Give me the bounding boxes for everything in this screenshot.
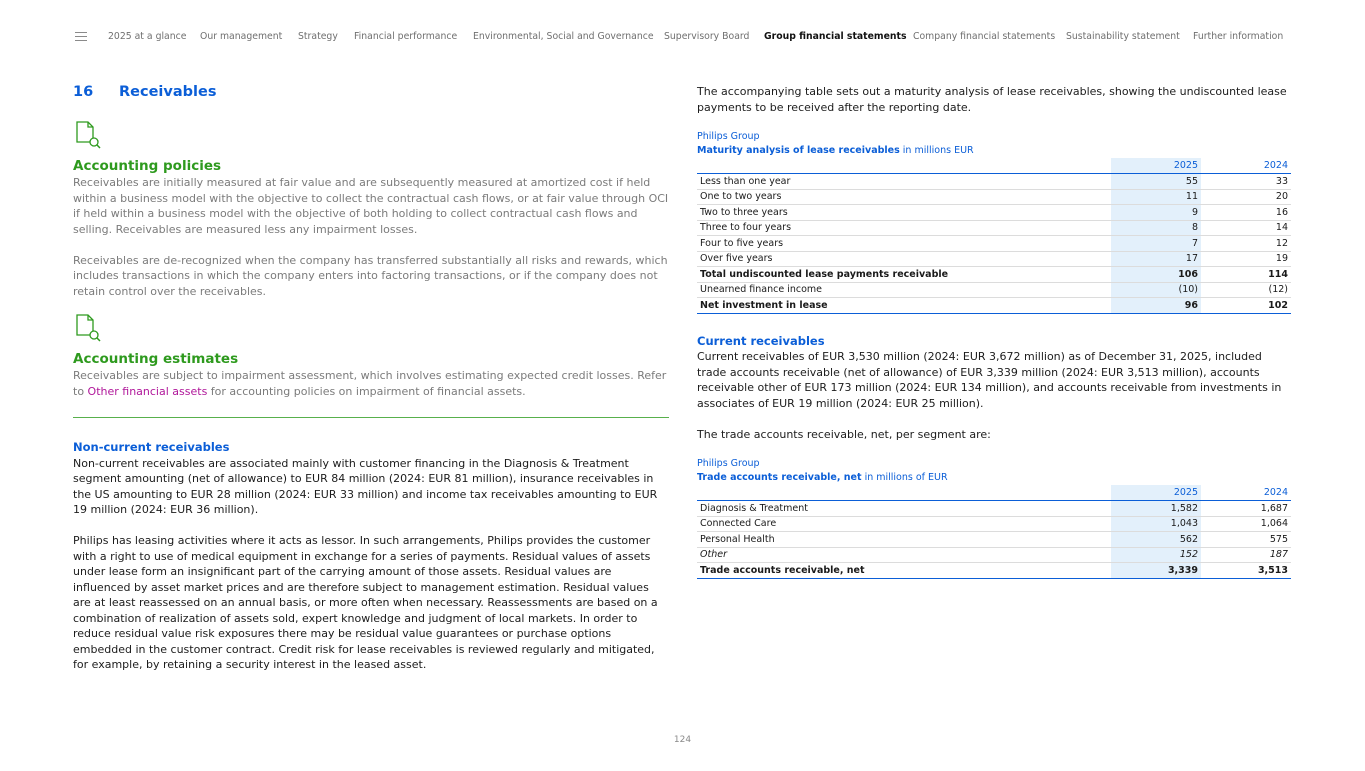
section-number: 16 <box>73 84 94 100</box>
document-search-icon <box>73 120 103 152</box>
current-paragraph-2: The trade accounts receivable, net, per segment are: <box>697 427 991 441</box>
estimates-paragraph <box>73 368 669 399</box>
lease-maturity-table <box>697 158 1291 314</box>
value-2024: 1,687 <box>1201 501 1291 517</box>
right-column <box>697 84 1293 579</box>
row-label: Two to three years <box>697 205 1111 221</box>
trade-table-title <box>697 471 1293 485</box>
non-current-receivables-heading: Non-current receivables <box>73 440 230 454</box>
value-2025: 106 <box>1111 267 1201 283</box>
total-row <box>697 267 1291 283</box>
value-2025: 7 <box>1111 236 1201 252</box>
total-row <box>697 298 1291 314</box>
value-2025: 1,582 <box>1111 501 1201 517</box>
row-label: Over five years <box>697 251 1111 267</box>
table-row <box>697 220 1291 236</box>
table-header-row <box>697 158 1291 174</box>
value-2025: 1,043 <box>1111 516 1201 532</box>
table-row <box>697 251 1291 267</box>
nav-item-sustainability-statement[interactable]: Sustainability statement <box>1066 31 1180 42</box>
nav-item-company-financial-statements[interactable]: Company financial statements <box>913 31 1056 42</box>
top-navigation <box>0 0 1365 74</box>
estimates-text-after: for accounting policies on impairment of financial assets. <box>207 384 526 398</box>
value-2024: (12) <box>1201 282 1291 298</box>
lease-table-title-bold: Maturity analysis of lease receivables <box>697 145 900 156</box>
accounting-policies-heading: Accounting policies <box>73 158 222 174</box>
row-label: Diagnosis & Treatment <box>697 501 1111 517</box>
table-row <box>697 205 1291 221</box>
lease-table-title <box>697 144 1293 158</box>
nav-item-group-financial-statements[interactable]: Group financial statements <box>764 31 907 42</box>
value-2025: 562 <box>1111 532 1201 548</box>
non-current-paragraph-2: Philips has leasing activities where it acts as lessor. In such arrangements, Philips provides the customer with a right to use of medical equipment in exchange for a series of payments. Residual values of assets under lease form an insignificant part of the carrying amount of those assets. Residual values are influenced by asset market prices and are therefore subject to management estimation. Residual values are at least reassessed on an annual basis, or more often when necessary. Reassessments are based on a combination of realization of assets sold, expert knowledge and judgment of local markets. In order to reduce residual value risk exposures there may be residual value guarantees or purchase options embedded in the customer contract. Credit risk for lease receivables is reviewed regularly and mitigated, for example, by retaining a security interest in the leased asset. <box>73 534 658 671</box>
current-paragraph-1: Current receivables of EUR 3,530 million (2024: EUR 3,672 million) as of December 31, 2025, included trade accounts receivable (net of allowance) of EUR 3,339 million (2024: EUR 3,513 million), accounts receivable other of EUR 173 million (2024: EUR 134 million), and accounts receivable from investments in associates of EUR 19 million (2024: EUR 25 million). <box>697 350 1282 410</box>
row-label: Four to five years <box>697 236 1111 252</box>
table-row <box>697 236 1291 252</box>
section-heading: Receivables <box>119 84 217 100</box>
column-header-2024: 2024 <box>1201 158 1291 174</box>
row-label: Three to four years <box>697 220 1111 236</box>
row-label: Less than one year <box>697 174 1111 190</box>
value-2025: 96 <box>1111 298 1201 314</box>
table-row <box>697 532 1291 548</box>
column-header-2025: 2025 <box>1111 485 1201 501</box>
value-2025: 17 <box>1111 251 1201 267</box>
nav-item-further-information[interactable]: Further information <box>1193 31 1284 42</box>
row-label: Total undiscounted lease payments receivable <box>697 267 1111 283</box>
value-2024: 575 <box>1201 532 1291 548</box>
nav-item-financial-performance[interactable]: Financial performance <box>354 31 458 42</box>
table-row <box>697 174 1291 190</box>
value-2024: 19 <box>1201 251 1291 267</box>
value-2024: 114 <box>1201 267 1291 283</box>
table-row <box>697 547 1291 563</box>
value-2024: 3,513 <box>1201 563 1291 579</box>
nav-item-supervisory-board[interactable]: Supervisory Board <box>664 31 750 42</box>
value-2024: 187 <box>1201 547 1291 563</box>
policies-paragraph-1: Receivables are initially measured at fair value and are subsequently measured at amortized cost if held within a business model with the objective to collect the contractual cash flows, or at fair value through OCI if held within a business model with the objective of both holding to collect contractual cash flows and selling. Receivables are measured less any impairment losses. <box>73 176 669 236</box>
total-row <box>697 563 1291 579</box>
row-label: Connected Care <box>697 516 1111 532</box>
lease-intro-paragraph: The accompanying table sets out a maturity analysis of lease receivables, showing the undiscounted lease payments to be received after the reporting date. <box>697 85 1287 114</box>
estimates-text-before: Receivables are subject to impairment assessment, which involves estimating expected credit losses. Refer to <box>73 369 667 398</box>
value-2024: 14 <box>1201 220 1291 236</box>
table-row <box>697 189 1291 205</box>
column-header-2025: 2025 <box>1111 158 1201 174</box>
value-2024: 12 <box>1201 236 1291 252</box>
value-2025: (10) <box>1111 282 1201 298</box>
table-row <box>697 516 1291 532</box>
value-2025: 55 <box>1111 174 1201 190</box>
row-label: Other <box>697 547 1111 563</box>
section-divider <box>73 417 669 418</box>
value-2024: 102 <box>1201 298 1291 314</box>
value-2025: 9 <box>1111 205 1201 221</box>
lease-table-title-unit: in millions EUR <box>899 145 974 156</box>
nav-item-glance[interactable]: 2025 at a glance <box>108 31 187 42</box>
policies-paragraph-2: Receivables are de-recognized when the company has transferred substantially all risks and rewards, which includes transactions in which the company enters into factoring transactions, or if the company does not retain control over the receivables. <box>73 253 668 298</box>
column-header-2024: 2024 <box>1201 485 1291 501</box>
table-header-row <box>697 485 1291 501</box>
nav-item-management[interactable]: Our management <box>200 31 283 42</box>
value-2025: 8 <box>1111 220 1201 236</box>
table-row <box>697 282 1291 298</box>
row-label: Trade accounts receivable, net <box>697 563 1111 579</box>
nav-item-esg[interactable]: Environmental, Social and Governance <box>473 31 654 42</box>
left-column <box>73 84 669 673</box>
value-2025: 3,339 <box>1111 563 1201 579</box>
hamburger-menu-icon[interactable] <box>75 32 87 42</box>
trade-receivables-table <box>697 485 1291 579</box>
value-2025: 11 <box>1111 189 1201 205</box>
page-number: 124 <box>673 735 692 745</box>
current-receivables-heading: Current receivables <box>697 333 825 348</box>
lease-table-group: Philips Group <box>697 131 760 142</box>
section-title <box>73 84 669 106</box>
row-label: Personal Health <box>697 532 1111 548</box>
value-2025: 152 <box>1111 547 1201 563</box>
nav-item-strategy[interactable]: Strategy <box>298 31 338 42</box>
row-label: Unearned finance income <box>697 282 1111 298</box>
row-label: One to two years <box>697 189 1111 205</box>
value-2024: 33 <box>1201 174 1291 190</box>
accounting-estimates-heading: Accounting estimates <box>73 351 239 367</box>
table-row <box>697 501 1291 517</box>
non-current-paragraph-1: Non-current receivables are associated mainly with customer financing in the Diagnosis & Treatment segment amounting (net of allowance) to EUR 84 million (2024: EUR 81 million), insurance receivables in the US amounting to EUR 28 million (2024: EUR 33 million) and income tax receivables amounting to EUR 19 million (2024: EUR 36 million). <box>73 456 658 516</box>
value-2024: 20 <box>1201 189 1291 205</box>
value-2024: 1,064 <box>1201 516 1291 532</box>
document-search-icon <box>73 313 103 345</box>
trade-table-title-unit: in millions of EUR <box>861 472 948 483</box>
trade-table-group: Philips Group <box>697 458 760 469</box>
row-label: Net investment in lease <box>697 298 1111 314</box>
other-financial-assets-link[interactable]: Other financial assets <box>87 384 208 398</box>
trade-table-title-bold: Trade accounts receivable, net <box>697 472 862 483</box>
value-2024: 16 <box>1201 205 1291 221</box>
